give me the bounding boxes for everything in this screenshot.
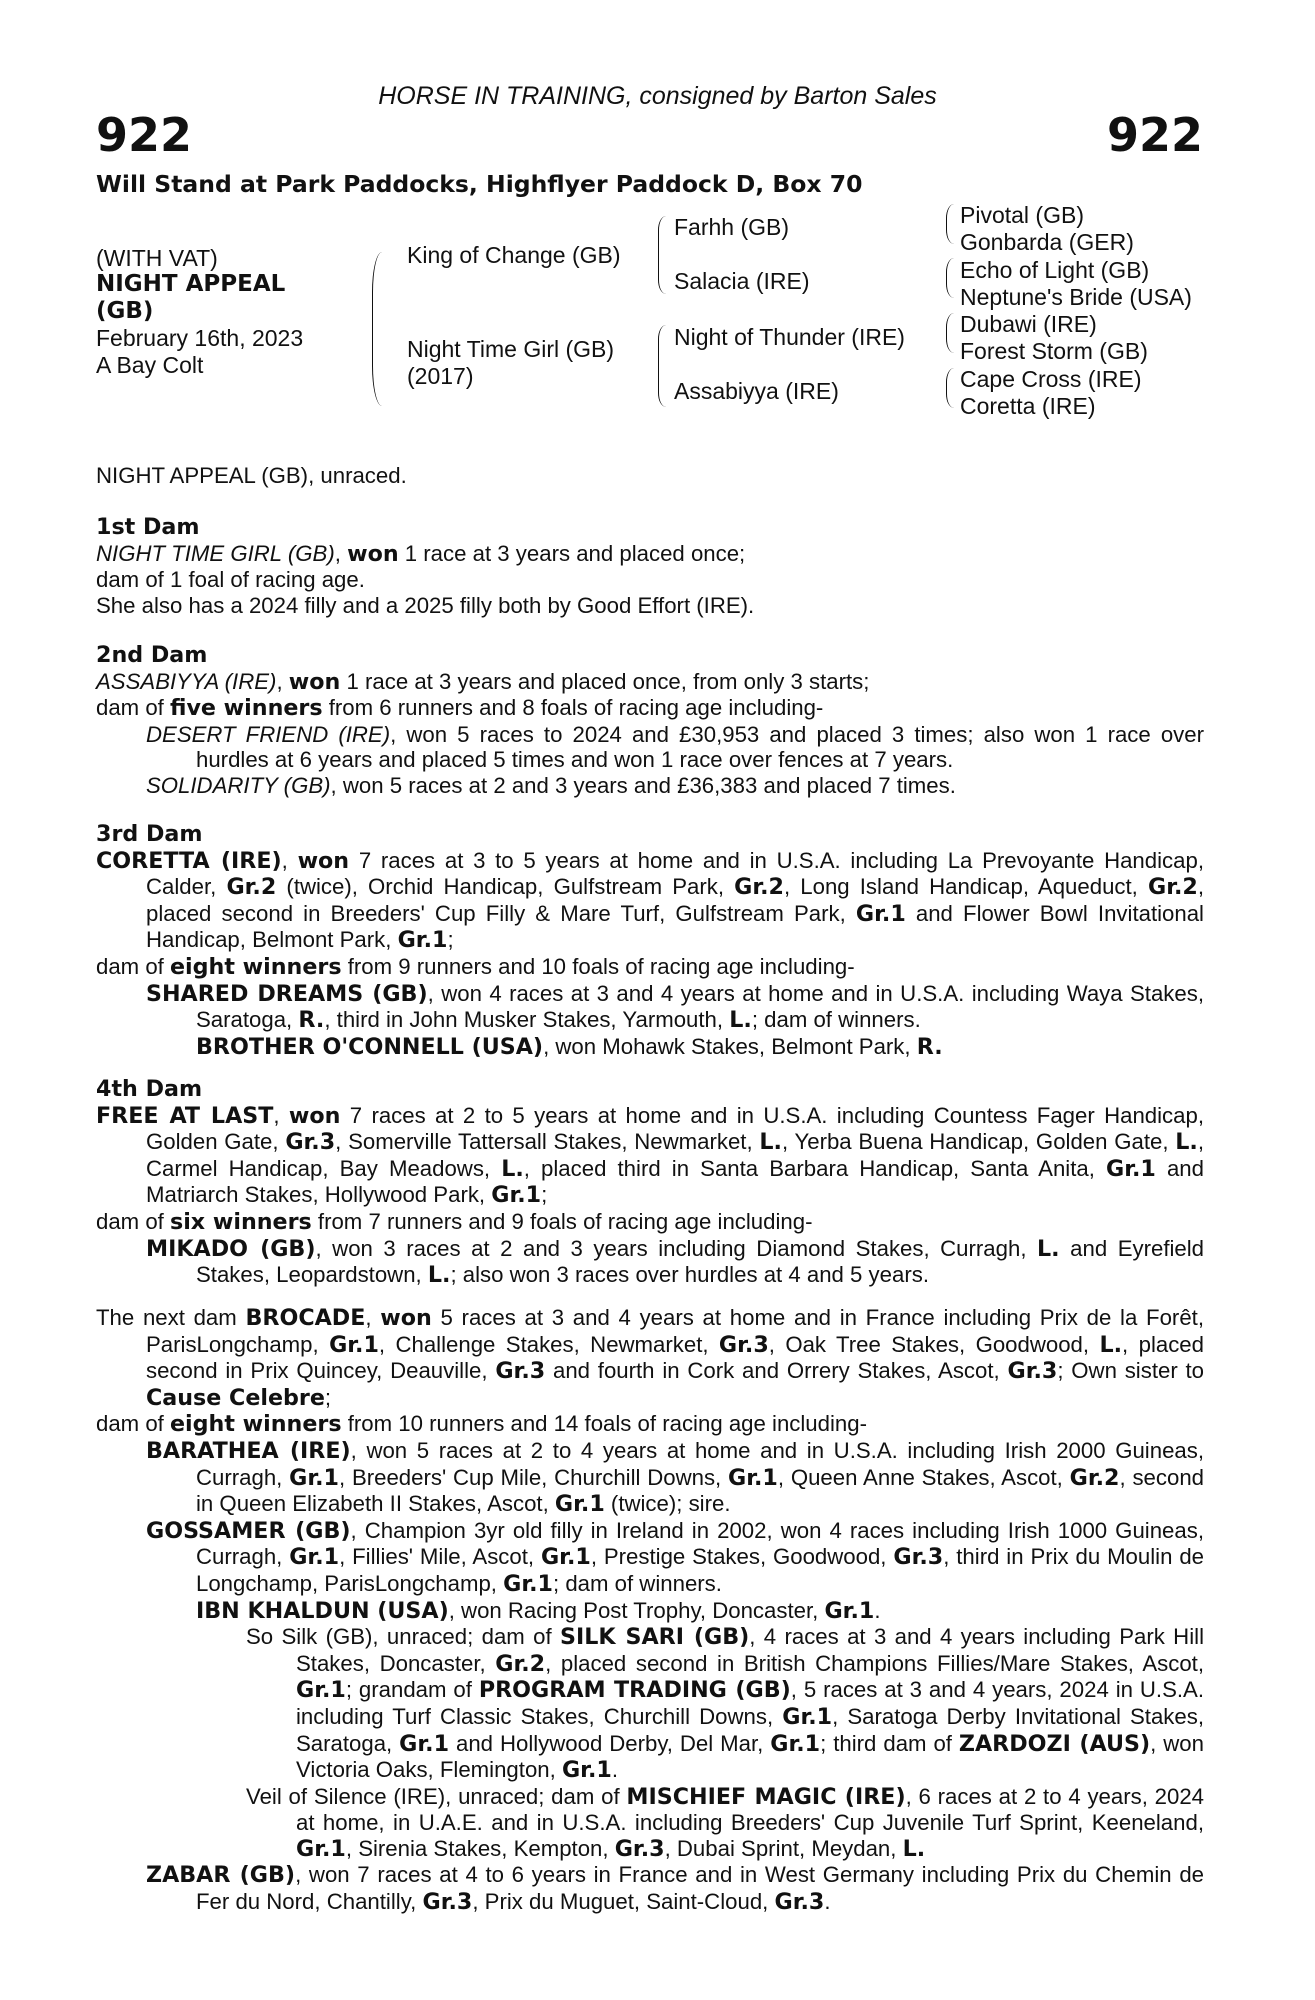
third-dam-heading: 3rd Dam: [96, 821, 203, 847]
produce-barathea: [96, 1438, 1204, 1518]
race-summary: [96, 463, 1204, 489]
text: , Prix du Muguet, Saint-Cloud,: [472, 1889, 775, 1915]
text: ;: [324, 1384, 332, 1410]
text: , Challenge Stakes, Newmarket,: [378, 1331, 719, 1357]
text: and Flower Bowl Invitational Handicap, Belmont Park,: [146, 900, 1204, 953]
third-dam-name: CORETTA (IRE): [96, 847, 282, 874]
text: ;: [447, 927, 454, 953]
sire-brace: [658, 216, 667, 294]
winners-count: five winners: [170, 695, 323, 722]
second-dam-name: ASSABIYYA (IRE): [96, 668, 277, 694]
text: , Long Island Handicap, Aqueduct,: [783, 874, 1148, 900]
produce-name: BROTHER O'CONNELL (USA): [196, 1033, 544, 1060]
grade-label: L.: [759, 1129, 782, 1156]
text: ; third dam of: [820, 1730, 959, 1756]
text: , second in Queen Elizabeth II Stakes, Ascot,: [196, 1464, 1205, 1517]
vat-label: (WITH VAT): [96, 245, 218, 271]
horse-name: NIGHT APPEAL: [96, 271, 286, 297]
text: , won 5 races at 2 to 4 years at home and in U.S.A. including Irish 2000 Guineas, Curragh,: [196, 1437, 1205, 1490]
grade-label: Gr.1: [554, 1491, 605, 1518]
text: .: [874, 1597, 881, 1623]
grade-label: Gr.2: [1069, 1464, 1120, 1491]
text: ; dam of winners.: [552, 1570, 722, 1596]
foaling-date: February 16th, 2023: [96, 325, 304, 351]
text: , won 3 races at 2 and 3 years including Diamond Stakes, Curragh,: [315, 1235, 1038, 1261]
g-brace-4: [946, 368, 955, 408]
summary-text: NIGHT APPEAL (GB), unraced.: [96, 463, 407, 488]
grade-label: Gr.3: [718, 1331, 769, 1358]
g-brace-3: [946, 313, 955, 353]
grade-label: Gr.2: [1147, 874, 1198, 901]
grade-label: Gr.1: [855, 900, 906, 927]
produce-name: ZABAR (GB): [146, 1862, 296, 1889]
text: , won Victoria Oaks, Flemington,: [296, 1730, 1204, 1783]
produce-name: GOSSAMER (GB): [146, 1517, 351, 1544]
text: 5 races at 3 and 4 years at home and in France including Prix de la Forêt, ParisLongchamp,: [146, 1305, 1204, 1357]
text: 1 race at 3 years and placed once;: [398, 540, 746, 566]
grade-label: Gr.3: [614, 1835, 665, 1862]
produce-name: SOLIDARITY (GB): [146, 772, 331, 798]
text: , 4 races at 3 and 4 years including Park Hill Stakes, Doncaster,: [296, 1624, 1204, 1676]
text: , Saratoga Derby Invitational Stakes, Saratoga,: [296, 1703, 1204, 1756]
second-dam-produce-line: [96, 695, 1204, 722]
text: dam of: [96, 1411, 170, 1437]
text: , won 7 races at 4 to 6 years in France and in West Germany including Prix du Chemin de Fer du Nord, Chantilly,: [196, 1862, 1204, 1915]
first-dam-section: [96, 515, 1204, 618]
grade-label: Gr.3: [495, 1358, 546, 1385]
text: , Dubai Sprint, Meydan,: [664, 1835, 903, 1861]
grade-label: Gr.1: [296, 1677, 346, 1704]
grade-label: Gr.2: [495, 1650, 546, 1677]
grade-label: L.: [501, 1155, 524, 1182]
text: ;: [541, 1182, 548, 1208]
text: 7 races at 2 to 5 years at home and in U.S.A. including Countess Fager Handicap, Golden Gate,: [146, 1102, 1204, 1155]
pedigree-brace: [372, 252, 383, 406]
dam-sire: Night of Thunder (IRE): [674, 324, 905, 350]
grandparent-6: Forest Storm (GB): [960, 338, 1148, 364]
fourth-dam-heading: 4th Dam: [96, 1076, 203, 1102]
consignment-header: HORSE IN TRAINING, consigned by Barton Sales: [378, 82, 937, 110]
venue-line: Will Stand at Park Paddocks, Highflyer Paddock D, Box 70: [96, 170, 863, 198]
text: from 9 runners and 10 foals of racing age including-: [341, 953, 855, 979]
dam-brace: [658, 325, 667, 407]
horse-country: (GB): [96, 298, 154, 324]
text: ; also won 3 races over hurdles at 4 and 5 years.: [450, 1262, 929, 1288]
text: 1 race at 3 years and placed once, from only 3 starts;: [340, 668, 870, 694]
grade-label: Gr.1: [329, 1331, 379, 1358]
produce-name: SILK SARI (GB): [560, 1624, 750, 1651]
grandparent-8: Coretta (IRE): [960, 393, 1096, 419]
text: ; Own sister to: [1057, 1358, 1205, 1384]
grade-label: L.: [1175, 1129, 1198, 1156]
text: , Sirenia Stakes, Kempton,: [345, 1835, 615, 1861]
text: , won Racing Post Trophy, Doncaster,: [448, 1597, 825, 1623]
text: , won 5 races to 2024 and £30,953 and placed 3 times; also won 1 race over hurdles at 6 years and placed 5 times and won 1 race over fences at 7 years.: [196, 721, 1204, 773]
lot-number-left: 922: [96, 108, 193, 162]
text: So Silk (GB), unraced; dam of: [246, 1624, 560, 1650]
horse-description: A Bay Colt: [96, 352, 204, 378]
text: , won Mohawk Stakes, Belmont Park,: [543, 1033, 917, 1059]
text: , placed second in Prix Quincey, Deauville,: [146, 1331, 1204, 1384]
produce-name: BARATHEA (IRE): [146, 1437, 351, 1464]
text: , Yerba Buena Handicap, Golden Gate,: [781, 1129, 1176, 1155]
text: dam of: [96, 953, 170, 979]
grade-label: Gr.1: [540, 1544, 591, 1571]
grandparent-7: Cape Cross (IRE): [960, 366, 1142, 392]
third-dam-section: [96, 822, 1204, 1060]
grade-label: Gr.2: [734, 874, 784, 901]
text: , Prestige Stakes, Goodwood,: [590, 1544, 894, 1570]
grade-label: Gr.1: [491, 1182, 542, 1209]
produce-mikado: [96, 1236, 1204, 1289]
dam-name: Night Time Girl (GB): [407, 336, 615, 362]
dam-year: (2017): [407, 363, 474, 389]
text: , Fillies' Mile, Ascot,: [339, 1544, 541, 1570]
grade-label: L.: [1099, 1331, 1123, 1358]
text: 7 races at 3 to 5 years at home and in U.S.A. including La Prevoyante Handicap, Calder,: [146, 847, 1204, 900]
grade-label: Gr.1: [296, 1835, 346, 1862]
fourth-dam-name: FREE AT LAST: [96, 1102, 274, 1129]
produce-name: SHARED DREAMS (GB): [146, 980, 428, 1007]
grade-label: R.: [298, 1007, 325, 1034]
produce-brother-oconnell: [96, 1034, 1204, 1061]
grade-label: L.: [1037, 1235, 1060, 1262]
second-dam-line1: ASSABIYYA (IRE), won 1 race at 3 years and placed once, from only 3 starts;: [96, 668, 870, 695]
produce-name: MIKADO (GB): [146, 1235, 316, 1262]
grade-label: Gr.3: [1007, 1358, 1058, 1385]
grade-label: Gr.3: [285, 1129, 336, 1156]
text: , Somerville Tattersall Stakes, Newmarket,: [335, 1129, 760, 1155]
first-dam-line2: dam of 1 foal of racing age.: [96, 567, 365, 593]
produce-shared-dreams: [96, 981, 1204, 1034]
fourth-dam-record: FREE AT LAST, won 7 races at 2 to 5 years at home and in U.S.A. including Countess Fager Handicap, Golden Gate, Gr.3, Somerville Tattersall Stakes, Newmarket, L., Yerba Buena Handicap, Golden Gate, L., Carmel Handicap, Bay Meadows, L., placed third in Santa Barbara Handicap, Santa Anita, Gr.1 and Matriarch Stakes, Hollywood Park, Gr.1;: [96, 1102, 1204, 1209]
text: , placed second in British Champions Fillies/Mare Stakes, Ascot,: [545, 1650, 1205, 1676]
grade-label: Gr.1: [397, 927, 448, 954]
grade-label: Gr.3: [422, 1889, 473, 1916]
text: , Queen Anne Stakes, Ascot,: [777, 1464, 1070, 1490]
sire-sire: Farhh (GB): [674, 214, 790, 240]
text: from 6 runners and 8 foals of racing age including-: [322, 695, 824, 721]
grade-label: Gr.1: [503, 1570, 553, 1597]
text: and Hollywood Derby, Del Mar,: [449, 1730, 771, 1756]
winners-count: six winners: [170, 1208, 312, 1235]
produce-solidarity: [96, 773, 1204, 799]
fourth-dam-section: [96, 1077, 1204, 1289]
text: , Carmel Handicap, Bay Meadows,: [146, 1129, 1204, 1181]
text: (twice); sire.: [604, 1491, 731, 1517]
text: (twice), Orchid Handicap, Gulfstream Park,: [276, 874, 735, 900]
produce-name: IBN KHALDUN (USA): [196, 1597, 449, 1624]
grade-label: Gr.1: [561, 1757, 612, 1784]
first-dam-name: NIGHT TIME GIRL (GB): [96, 540, 335, 566]
produce-name: DESERT FRIEND (IRE): [146, 721, 391, 747]
winners-count: eight winners: [170, 953, 342, 980]
text: , placed second in Breeders' Cup Filly & Mare Turf, Gulfstream Park,: [146, 874, 1205, 926]
produce-so-silk: [96, 1624, 1204, 1784]
grade-label: Gr.1: [399, 1730, 450, 1757]
text: , 6 races at 2 to 4 years, 2024 at home, in U.A.E. and in U.S.A. including Breeders' Cup Juvenile Turf Sprint, Keeneland,: [296, 1783, 1205, 1836]
grade-label: Gr.1: [1106, 1155, 1156, 1182]
text: , third in John Musker Stakes, Yarmouth,: [324, 1007, 730, 1033]
first-dam-line1: NIGHT TIME GIRL (GB), won 1 race at 3 years and placed once;: [96, 540, 746, 567]
produce-ibn-khaldun: [96, 1598, 1204, 1625]
fourth-dam-produce-line: [96, 1209, 1204, 1236]
won-label: won: [288, 668, 341, 695]
grandparent-5: Dubawi (IRE): [960, 311, 1097, 337]
grandparent-3: Echo of Light (GB): [960, 257, 1150, 283]
text: from 10 runners and 14 foals of racing age including-: [341, 1411, 867, 1437]
text: , Oak Tree Stakes, Goodwood,: [768, 1331, 1100, 1357]
produce-desert-friend: [96, 722, 1204, 773]
text: Veil of Silence (IRE), unraced; dam of: [246, 1783, 627, 1809]
grade-label: Gr.1: [770, 1730, 821, 1757]
text: ; dam of winners.: [751, 1007, 921, 1033]
text: , third in Prix du Moulin de Longchamp, ParisLongchamp,: [196, 1544, 1204, 1596]
g-brace-2: [946, 258, 955, 298]
grade-label: Gr.2: [226, 874, 277, 901]
text: dam of: [96, 695, 170, 721]
grade-label: Gr.3: [893, 1544, 944, 1571]
sire-dam: Salacia (IRE): [674, 268, 810, 294]
produce-veil-of-silence: [96, 1784, 1204, 1863]
next-dam-produce-line: [96, 1411, 1204, 1438]
won-label: won: [288, 1102, 341, 1129]
text: and Eyrefield Stakes, Leopardstown,: [196, 1235, 1205, 1288]
text: and fourth in Cork and Orrery Stakes, Ascot,: [545, 1358, 1008, 1384]
text: ; grandam of: [345, 1677, 479, 1703]
third-dam-produce-line: [96, 954, 1204, 981]
grade-label: R.: [916, 1033, 943, 1060]
first-dam-heading: 1st Dam: [96, 514, 200, 540]
next-dam-name: BROCADE: [245, 1305, 366, 1331]
produce-gossamer: [96, 1518, 1204, 1598]
text: The next dam: [96, 1305, 246, 1330]
text: and Matriarch Stakes, Hollywood Park,: [146, 1155, 1204, 1208]
text: , Breeders' Cup Mile, Churchill Downs,: [338, 1464, 729, 1490]
produce-name: PROGRAM TRADING (GB): [478, 1677, 791, 1704]
grandparent-4: Neptune's Bride (USA): [960, 284, 1192, 310]
dam-dam: Assabiyya (IRE): [674, 378, 839, 404]
text: , won 5 races at 2 and 3 years and £36,383 and placed 7 times.: [330, 772, 956, 798]
grade-label: Gr.1: [728, 1464, 778, 1491]
third-dam-record: CORETTA (IRE), won 7 races at 3 to 5 years at home and in U.S.A. including La Prevoyante Handicap, Calder, Gr.2 (twice), Orchid Handicap, Gulfstream Park, Gr.2, Long Island Handicap, Aqueduct, Gr.2, placed second in Breeders' Cup Filly & Mare Turf, Gulfstream Park, Gr.1 and Flower Bowl Invitational Handicap, Belmont Park, Gr.1;: [96, 847, 1205, 954]
g-brace-1: [946, 204, 955, 244]
next-dam-section: [96, 1305, 1204, 1916]
text: , placed third in Santa Barbara Handicap, Santa Anita,: [523, 1155, 1106, 1181]
text: from 7 runners and 9 foals of racing age including-: [311, 1208, 813, 1234]
text: , won 4 races at 3 and 4 years at home and in U.S.A. including Waya Stakes, Saratoga,: [196, 980, 1204, 1033]
grandparent-1: Pivotal (GB): [960, 202, 1084, 228]
next-dam-record: The next dam BROCADE, won 5 races at 3 and 4 years at home and in France including Prix de la Forêt, ParisLongchamp, Gr.1, Challenge Stakes, Newmarket, Gr.3, Oak Tree Stakes, Goodwood, L., placed second in Prix Quincey, Deauville, Gr.3 and fourth in Cork and Orrery Stakes, Ascot, Gr.3; Own sister to Cause Celebre;: [96, 1305, 1205, 1411]
produce-zabar: [96, 1862, 1204, 1915]
sister-name: Cause Celebre: [146, 1384, 325, 1411]
won-label: won: [347, 540, 399, 567]
text: dam of: [96, 1208, 170, 1234]
second-dam-heading: 2nd Dam: [96, 642, 208, 668]
lot-number-right: 922: [1106, 108, 1203, 162]
grade-label: L.: [729, 1007, 752, 1034]
text: .: [611, 1757, 618, 1783]
grade-label: L.: [902, 1835, 926, 1862]
winners-count: eight winners: [170, 1411, 342, 1438]
text: , 5 races at 3 and 4 years, 2024 in U.S.A. including Turf Classic Stakes, Churchill Downs,: [296, 1677, 1204, 1729]
second-dam-section: [96, 643, 1204, 799]
grade-label: L.: [427, 1262, 451, 1289]
grandparent-2: Gonbarda (GER): [960, 229, 1134, 255]
first-dam-line3: She also has a 2024 filly and a 2025 filly both by Good Effort (IRE).: [96, 592, 755, 618]
grade-label: Gr.1: [289, 1464, 339, 1491]
grade-label: Gr.1: [289, 1544, 340, 1571]
grade-label: Gr.3: [774, 1889, 825, 1916]
sire-name: King of Change (GB): [407, 242, 621, 268]
won-label: won: [380, 1305, 432, 1331]
grade-label: Gr.1: [782, 1703, 833, 1730]
text: .: [824, 1889, 831, 1915]
produce-name: MISCHIEF MAGIC (IRE): [626, 1783, 906, 1810]
grade-label: Gr.1: [824, 1597, 875, 1624]
won-label: won: [297, 847, 350, 874]
produce-name: ZARDOZI (AUS): [958, 1730, 1151, 1757]
text: , Champion 3yr old filly in Ireland in 2002, won 4 races including Irish 1000 Guineas, Curragh,: [196, 1517, 1204, 1570]
